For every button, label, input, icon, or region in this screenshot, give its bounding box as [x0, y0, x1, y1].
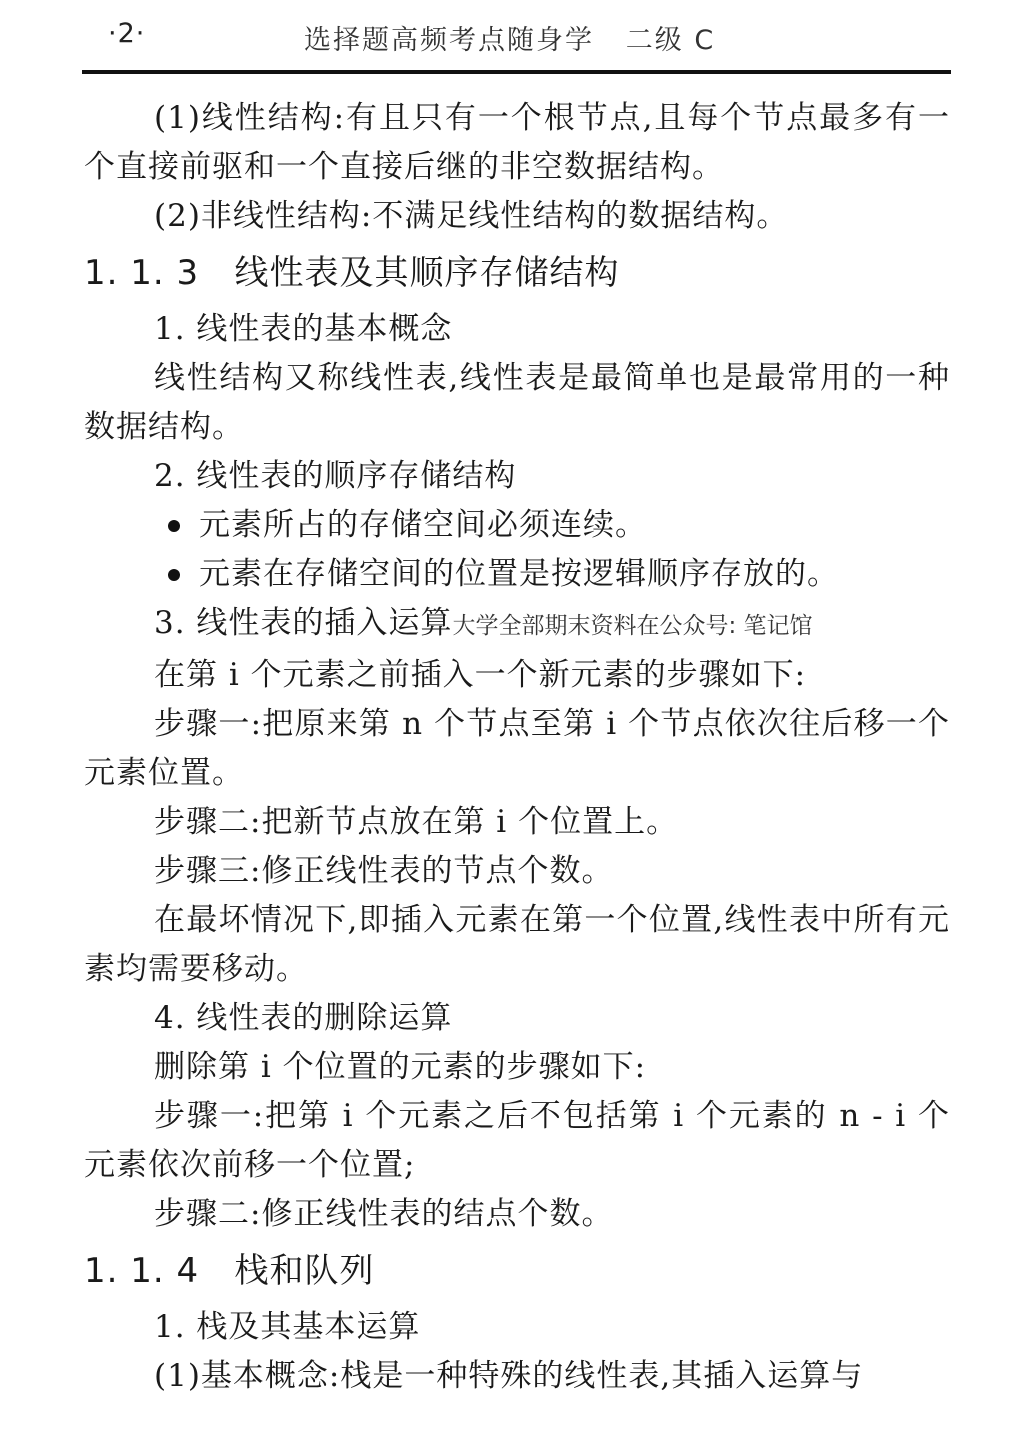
paragraph-delete-step2: 步骤二:修正线性表的结点个数。 [154, 1196, 614, 1232]
subsection-title-delete: 4. 线性表的删除运算 [154, 1000, 453, 1036]
paragraph-insert-step1: 步骤一:把原来第 n 个节点至第 i 个节点依次往后移一个元素位置。 [84, 706, 950, 791]
paragraph-insert-worst-case: 在最坏情况下,即插入元素在第一个位置,线性表中所有元素均需要移动。 [84, 902, 950, 987]
paragraph-linear-structure: (1)线性结构:有且只有一个根节点,且每个节点最多有一个直接前驱和一个直接后继的非空数据结构。 [84, 100, 950, 185]
bullet-item [84, 501, 950, 550]
subsection-title-sequential-storage: 2. 线性表的顺序存储结构 [154, 458, 517, 494]
subsection-title-stack: 1. 栈及其基本运算 [154, 1309, 421, 1345]
running-title: 选择题高频考点随身学 二级 C [304, 25, 716, 56]
subsection-title-basic-concept: 1. 线性表的基本概念 [154, 311, 453, 347]
section-heading-1-1-4: 1. 1. 4 栈和队列 [84, 1251, 375, 1291]
paragraph-delete-intro: 删除第 i 个位置的元素的步骤如下: [154, 1049, 647, 1085]
bullet-item [84, 550, 950, 599]
page-body [84, 94, 950, 1401]
watermark-text: 大学全部期末资料在公众号: 笔记馆 [452, 613, 813, 639]
paragraph-insert-step2: 步骤二:把新节点放在第 i 个位置上。 [154, 804, 679, 840]
paragraph-delete-step1: 步骤一:把第 i 个元素之后不包括第 i 个元素的 n - i 个元素依次前移一个位置; [84, 1098, 950, 1183]
page-number: ·2· [108, 18, 146, 49]
bullet-dot-icon [168, 520, 180, 532]
header-rule [82, 70, 951, 74]
paragraph-basic-concept: 线性结构又称线性表,线性表是最简单也是最常用的一种数据结构。 [84, 360, 950, 445]
paragraph-nonlinear-structure: (2)非线性结构:不满足线性结构的数据结构。 [154, 198, 789, 234]
subsection-title-insert [84, 599, 950, 651]
section-heading-1-1-3: 1. 1. 3 线性表及其顺序存储结构 [84, 253, 620, 293]
bullet-text: 元素所占的存储空间必须连续。 [199, 507, 647, 543]
paragraph-stack-concept: (1)基本概念:栈是一种特殊的线性表,其插入运算与 [154, 1358, 864, 1394]
insert-title-text: 3. 线性表的插入运算 [154, 605, 453, 641]
bullet-text: 元素在存储空间的位置是按逻辑顺序存放的。 [199, 556, 839, 592]
paragraph-insert-intro: 在第 i 个元素之前插入一个新元素的步骤如下: [154, 657, 807, 693]
bullet-dot-icon [168, 569, 180, 581]
page-header [82, 14, 951, 66]
paragraph-insert-step3: 步骤三:修正线性表的节点个数。 [154, 853, 614, 889]
